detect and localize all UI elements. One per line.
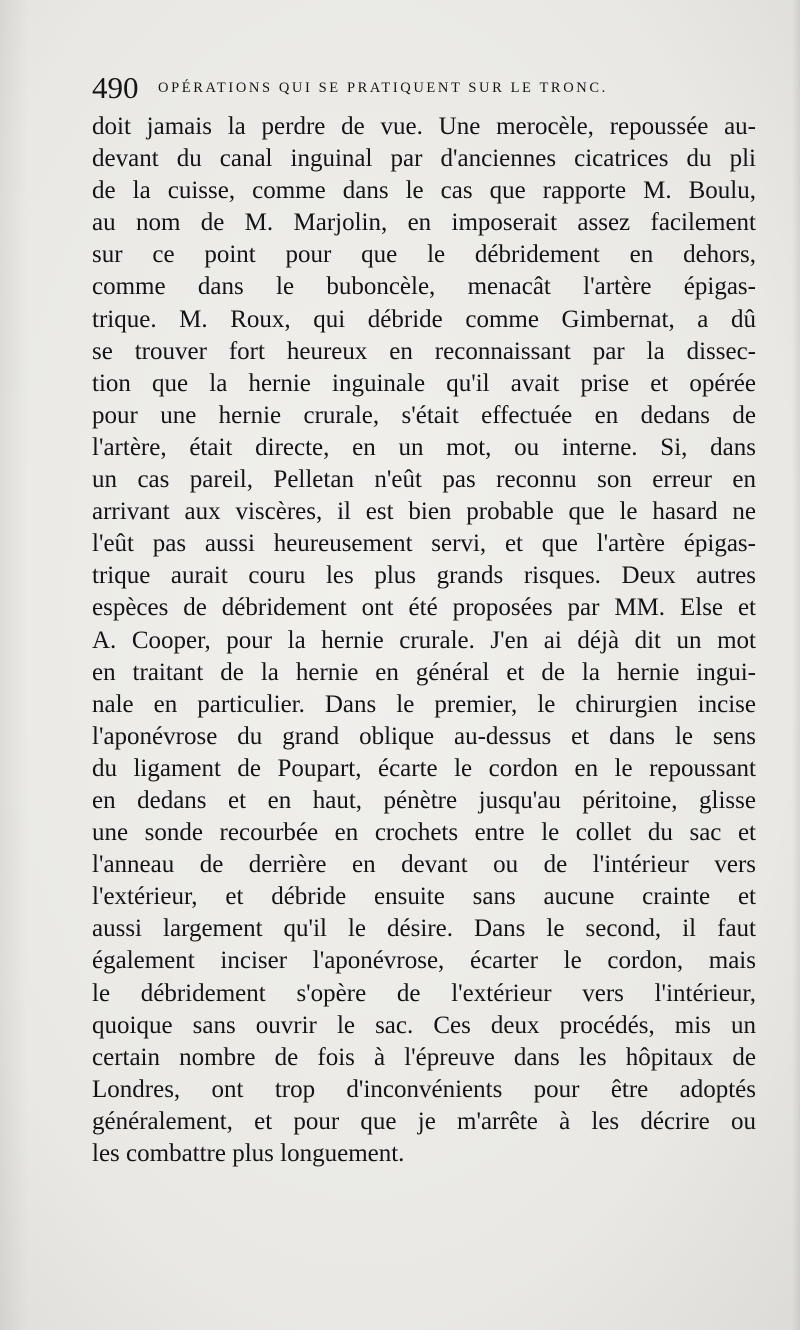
text-line: l'extérieur, et débride ensuite sans aucune crainte et (92, 883, 756, 911)
text-line: généralement, et pour que je m'arrête à les décrire ou (92, 1107, 756, 1135)
text-line: trique aurait couru les plus grands risques. Deux autres (92, 562, 756, 590)
text-line: de la cuisse, comme dans le cas que rapporte M. Boulu, (92, 177, 756, 205)
text-line: une sonde recourbée en crochets entre le collet du sac et (92, 819, 756, 847)
body-paragraph (92, 111, 756, 1170)
text-line: sur ce point pour que le débridement en dehors, (92, 241, 756, 269)
text-line: quoique sans ouvrir le sac. Ces deux procédés, mis un (92, 1011, 756, 1039)
text-line: l'aponévrose du grand oblique au-dessus et dans le sens (92, 722, 756, 750)
page-number: 490 (92, 70, 139, 105)
text-line: également inciser l'aponévrose, écarter le cordon, mais (92, 947, 756, 975)
text-line: certain nombre de fois à l'épreuve dans les hôpitaux de (92, 1043, 756, 1071)
text-line: l'anneau de derrière en devant ou de l'intérieur vers (92, 851, 756, 879)
text-line: du ligament de Poupart, écarte le cordon en le repoussant (92, 754, 756, 782)
text-line: devant du canal inguinal par d'anciennes cicatrices du pli (92, 145, 756, 173)
text-line: aussi largement qu'il le désire. Dans le second, il faut (92, 915, 756, 943)
text-line: Londres, ont trop d'inconvénients pour être adoptés (92, 1075, 756, 1103)
text-line: tion que la hernie inguinale qu'il avait prise et opérée (92, 369, 756, 397)
text-line: en traitant de la hernie en général et de la hernie ingui- (92, 658, 756, 686)
gutter-shadow (0, 0, 28, 1330)
text-line: l'eût pas aussi heureusement servi, et que l'artère épigas- (92, 530, 756, 558)
text-line: arrivant aux viscères, il est bien probable que le hasard ne (92, 498, 756, 526)
text-line: trique. M. Roux, qui débride comme Gimbernat, a dû (92, 305, 756, 333)
text-line: l'artère, était directe, en un mot, ou interne. Si, dans (92, 433, 756, 461)
text-line: nale en particulier. Dans le premier, le chirurgien incise (92, 690, 756, 718)
text-line: au nom de M. Marjolin, en imposerait assez facilement (92, 209, 756, 237)
text-line: un cas pareil, Pelletan n'eût pas reconnu son erreur en (92, 466, 756, 494)
text-line: comme dans le buboncèle, menacât l'artère épigas- (92, 273, 756, 301)
text-line: se trouver fort heureux en reconnaissant par la dissec- (92, 337, 756, 365)
text-line: en dedans et en haut, pénètre jusqu'au péritoine, glisse (92, 786, 756, 814)
text-line: A. Cooper, pour la hernie crurale. J'en ai déjà dit un mot (92, 626, 756, 654)
page-edge-shadow (792, 0, 800, 1330)
text-line: pour une hernie crurale, s'était effectuée en dedans de (92, 401, 756, 429)
text-line: le débridement s'opère de l'extérieur vers l'intérieur, (92, 979, 756, 1007)
running-head: OPÉRATIONS QUI SE PRATIQUENT SUR LE TRONC. (158, 80, 608, 96)
text-line: doit jamais la perdre de vue. Une merocèle, repoussée au- (92, 113, 756, 140)
text-line: espèces de débridement ont été proposées par MM. Else et (92, 594, 756, 622)
text-line-last: les combattre plus longuement. (92, 1140, 405, 1167)
page-header (92, 68, 712, 108)
